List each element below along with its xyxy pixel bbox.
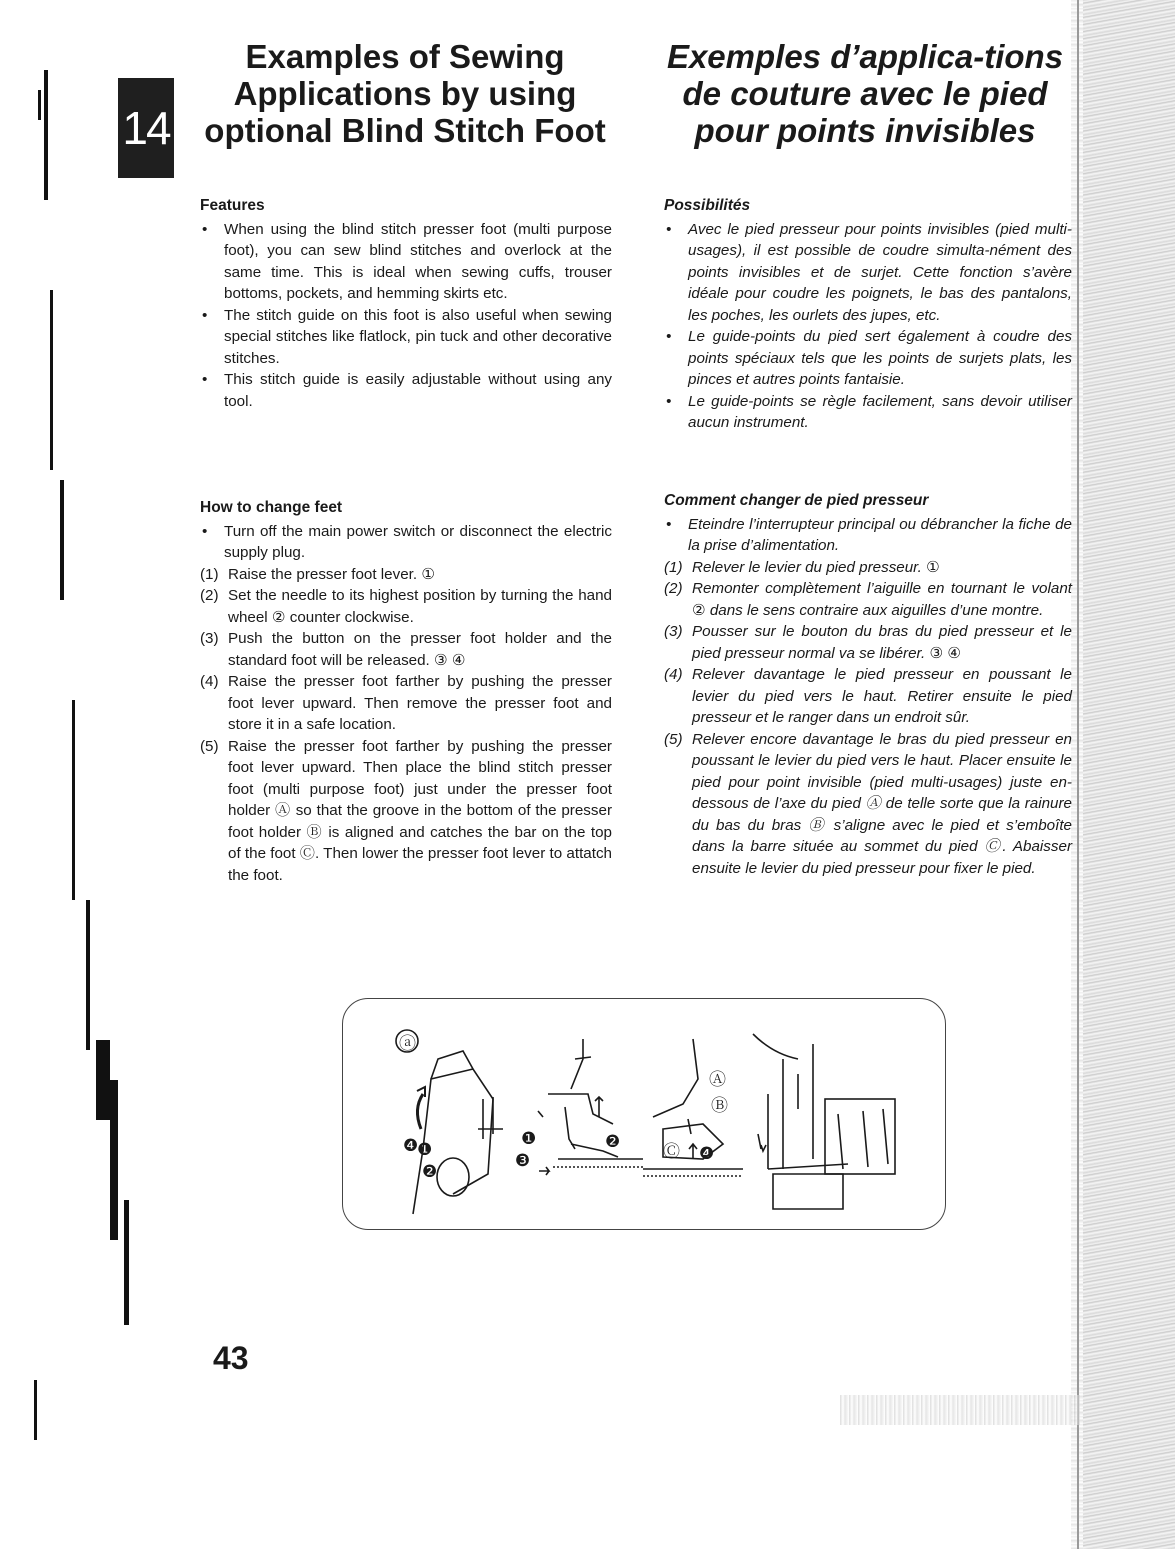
panel-label: ⓐ [399,1034,416,1054]
callout-3: ❸ [515,1151,531,1171]
step-number: (1) [200,565,219,583]
howto-bullet: • Turn off the main power switch or disconnect the electric supply plug. [200,521,612,564]
step-number: (5) [664,730,683,748]
howto-heading: How to change feet [200,499,343,516]
step-number: (4) [664,666,683,683]
feature-item: • This stitch guide is easily adjustable without using any tool. [200,369,612,412]
scan-mark [124,1200,129,1325]
presser-foot-illustration [342,998,946,1230]
callout-b: Ⓑ [711,1096,728,1116]
feature-item: • When using the blind stitch presser foot (multi purpose foot), you can sew blind stitches and overlock at the same time. This is ideal when sewing cuffs, trouser bottoms, pockets, and hemming skirts etc. [200,219,612,305]
callout-2: ❷ [605,1132,621,1152]
step-number: (4) [200,673,219,690]
callout-4: ❹ [403,1136,419,1156]
features-section-english [200,195,612,412]
scan-mark [86,900,90,1050]
scan-mark [38,90,41,120]
feature-item: • The stitch guide on this foot is also useful when sewing special stitches like flatlock, pin tuck and other decorative stitches. [200,305,612,370]
title-french: Exemples d’applica-tions de couture avec le pied pour points invisibles [666,38,1064,149]
step-text: Raise the presser foot farther by pushing the presser foot lever upward. Then remove the presser foot and store it in a safe location. [228,673,612,733]
scan-mark [60,480,64,600]
step-number: (2) [200,587,219,604]
step-text: Set the needle to its highest position by turning the hand wheel ② counter clockwise. [228,587,612,626]
scan-mark [72,700,75,900]
feature-item: • Le guide-points se règle facilement, sans devoir utiliser aucun instrument. [664,391,1072,434]
howto-section-english [200,497,612,886]
callout-a: Ⓐ [709,1070,726,1090]
step-item [664,578,1072,621]
step-text: Relever davantage le pied presseur en poussant le levier du pied vers le haut. Retirer ensuite le pied presseur et le ranger dans un endroit sûr. [692,666,1072,726]
callout-2: ❷ [422,1162,438,1182]
features-heading: Features [200,197,265,214]
step-text: Relever le levier du pied presseur. ① [692,558,940,576]
feature-item: • Le guide-points du pied sert également à coudre des points spéciaux tels que les points de surjets plats, les pinces et autres points fantaisie. [664,326,1072,391]
scan-mark [110,1080,118,1240]
title-english: Examples of Sewing Applications by using optional Blind Stitch Foot [204,38,606,149]
step-text: Relever encore davantage le bras du pied presseur en poussant le levier du pied vers le haut. Placer ensuite le pied pour point invisible (pied multi-usages) juste en-dessous de l’axe du pied Ⓐ de telle sorte que la rainure du bas du bras Ⓑ s’aligne avec le pied et s’emboîte dans la barre située au sommet du pied Ⓒ. Abaisser ensuite le levier du pied presseur pour fixer le pied. [692,730,1072,877]
step-text: Push the button on the presser foot holder and the standard foot will be released. ③ ④ [228,630,612,669]
step-item [200,585,612,628]
scan-mark [50,290,53,470]
feature-item: • Avec le pied presseur pour points invisibles (pied multi-usages), il est possible de coudre simulta-nément des points invisibles et de surjet. Cette fonction s’avère idéale pour coudre les poignets, le bas des pantalons, les poches, les ourlets des jupes, etc. [664,219,1072,327]
page-edge [1077,0,1079,1549]
step-number: (3) [200,630,219,647]
howto-bullet: • Eteindre l’interrupteur principal ou débrancher la fiche de la prise d’alimentation. [664,514,1072,557]
step-item [200,564,612,586]
scan-mark [44,70,48,200]
step-text: Raise the presser foot lever. ① [228,565,435,583]
features-heading: Possibilités [664,197,751,214]
features-section-french [664,195,1072,434]
step-item [664,729,1072,880]
step-text: Raise the presser foot farther by pushing the presser foot lever upward. Then place the blind stitch presser foot (multi purpose foot) just under the presser foot holder Ⓐ so that the groove in the bottom of the presser foot holder Ⓑ is aligned and catches the bar on the top of the foot Ⓒ. Then lower the presser foot lever to attatch the foot. [228,737,612,884]
step-item [200,736,612,887]
step-text: Pousser sur le bouton du bras du pied presseur et le pied presseur normal va se libérer. ③ ④ [692,623,1072,662]
step-item [664,557,1072,579]
illustration-drawing [343,999,947,1231]
callout-4: ❹ [699,1144,715,1164]
howto-heading: Comment changer de pied presseur [664,492,929,509]
step-number: (3) [664,623,683,640]
callout-1: ❶ [521,1129,537,1149]
step-text: Remonter complètement l’aiguille en tournant le volant ② dans le sens contraire aux aiguilles d’une montre. [692,580,1072,619]
chapter-badge: 14 [118,78,174,178]
scan-mark [34,1380,37,1440]
step-number: (2) [664,580,683,597]
step-item [200,671,612,736]
step-item [664,621,1072,664]
step-number: (5) [200,737,219,755]
page-number: 43 [213,1340,249,1376]
scan-smudge [840,1395,1080,1425]
callout-1: ❶ [417,1140,433,1160]
scan-mark [96,1040,110,1120]
scan-grain [1083,0,1175,1549]
callout-c: Ⓒ [663,1142,680,1162]
step-item [664,664,1072,729]
howto-section-french [664,490,1072,879]
step-number: (1) [664,558,683,576]
step-item [200,628,612,671]
